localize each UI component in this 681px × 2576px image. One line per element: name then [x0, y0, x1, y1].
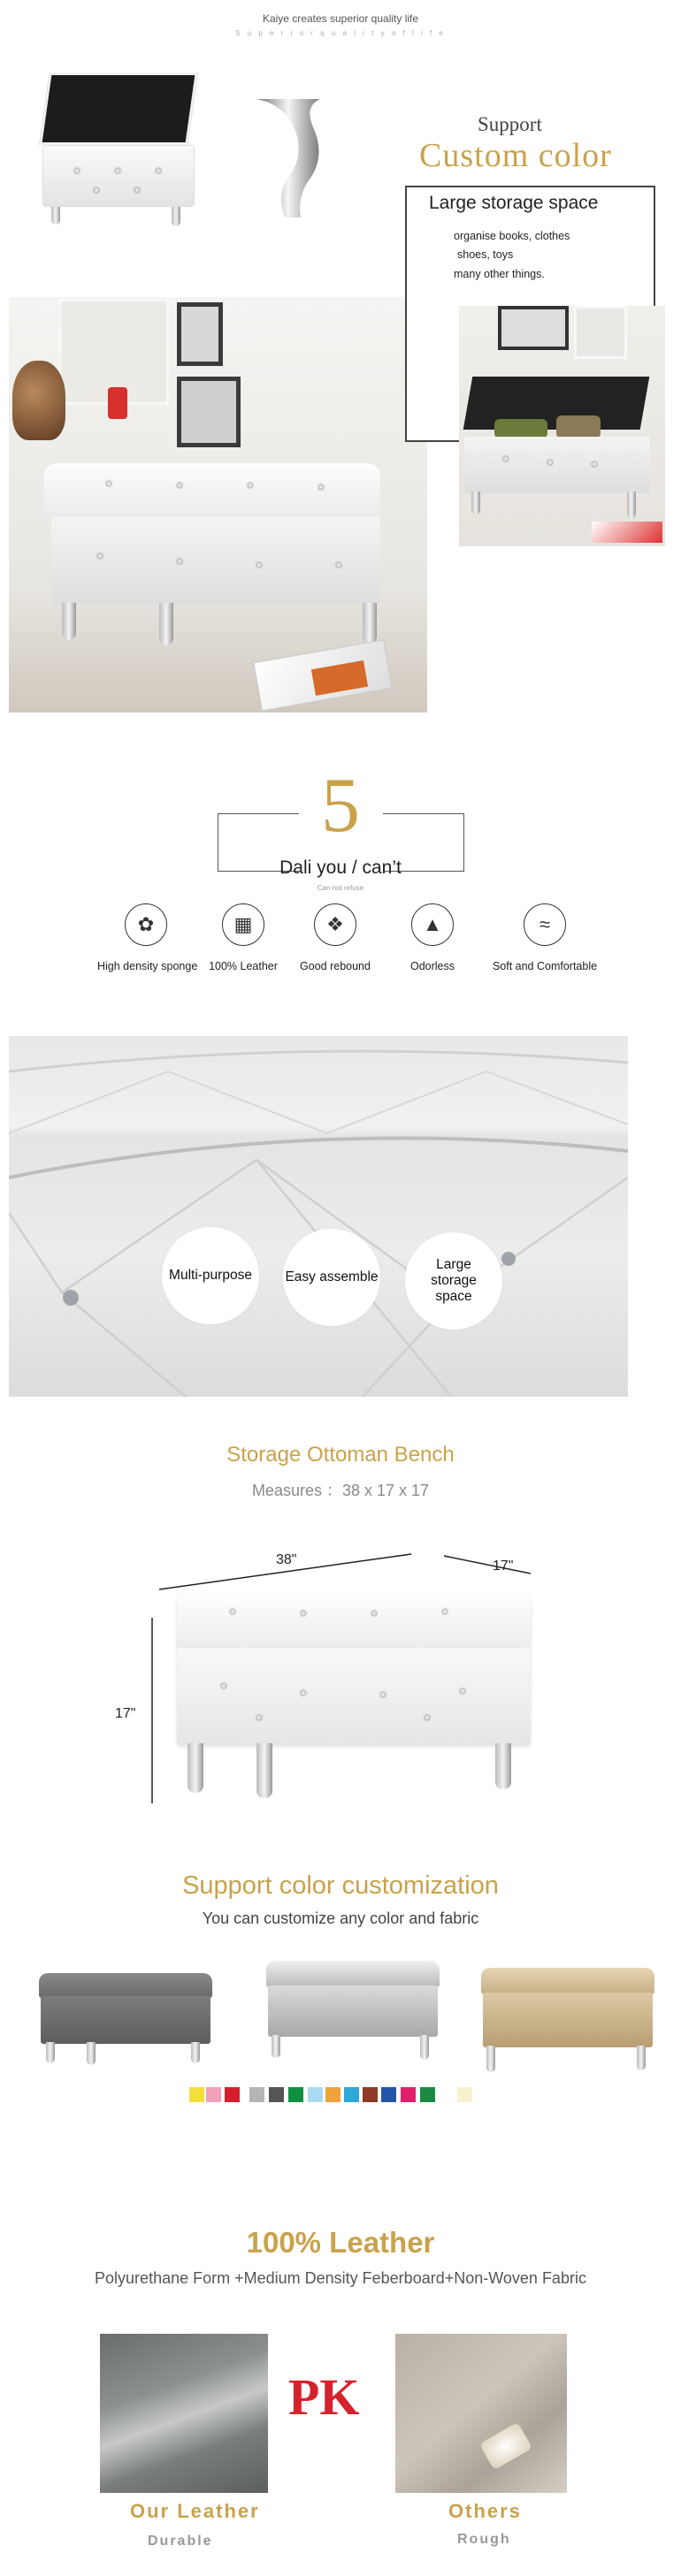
feature-high-density-sponge — [97, 903, 198, 972]
dali-title: Dali you / can’t — [279, 857, 402, 878]
living-room-photo — [9, 297, 427, 713]
storage-box-title: Large storage space — [429, 193, 599, 213]
storage-line-3: many other things. — [454, 268, 545, 280]
feature-label: Good rebound — [300, 960, 371, 972]
feature-good-rebound — [287, 903, 384, 972]
ottoman-measures: Measures ：38 x 17 x 17 — [251, 1482, 430, 1499]
color-swatch[interactable] — [249, 2087, 264, 2102]
color-swatch[interactable] — [363, 2087, 378, 2102]
our-leather-sub: Durable — [148, 2534, 213, 2549]
color-swatch[interactable] — [344, 2087, 359, 2102]
storage-line-2: shoes, toys — [457, 248, 514, 261]
color-swatch[interactable] — [269, 2087, 284, 2102]
feature-circle-large-storage: Large storage space — [405, 1232, 502, 1330]
dim-width: 38" — [276, 1552, 297, 1567]
color-swatch[interactable] — [325, 2087, 340, 2102]
color-custom-title: Support color customization — [182, 1871, 499, 1900]
big-number: 5 — [321, 763, 360, 849]
pk-versus: PK — [288, 2368, 360, 2426]
chrome-leg-photo — [249, 95, 329, 228]
our-leather-label: Our Leather — [130, 2500, 260, 2522]
color-swatch[interactable] — [381, 2087, 396, 2102]
ottoman-title: Storage Ottoman Bench — [226, 1443, 455, 1467]
others-sub: Rough — [457, 2532, 511, 2547]
dim-depth: 17" — [493, 1559, 514, 1574]
feature-label: High density sponge — [97, 960, 198, 972]
our-leather-photo — [100, 2334, 268, 2493]
color-swatch[interactable] — [225, 2087, 240, 2102]
feature-circle-easy-assemble: Easy assemble — [283, 1229, 380, 1326]
feature-label: Odorless — [409, 960, 455, 972]
tufted-closeup-photo — [9, 1036, 628, 1397]
ottoman-bench-photo — [168, 1591, 539, 1812]
feature-odorless — [384, 903, 481, 972]
feature-leather — [195, 903, 292, 972]
open-storage-photo — [459, 306, 665, 546]
leather-icon: ▦ — [222, 903, 264, 946]
custom-color-heading: Custom color — [419, 137, 612, 174]
rebound-icon: ❖ — [314, 903, 356, 946]
color-custom-subtitle: You can customize any color and fabric — [202, 1909, 479, 1927]
color-swatch[interactable] — [308, 2087, 323, 2102]
open-bench-photo — [39, 72, 198, 249]
color-swatch[interactable] — [189, 2087, 204, 2102]
feature-label: 100% Leather — [209, 960, 278, 972]
brand-tagline: Kaiye creates superior quality life — [262, 12, 419, 25]
color-swatch[interactable] — [288, 2087, 303, 2102]
support-heading: Support — [478, 113, 542, 135]
color-swatch[interactable] — [457, 2087, 472, 2102]
color-swatch[interactable] — [401, 2087, 416, 2102]
odorless-icon: ▲ — [411, 903, 454, 946]
color-swatch[interactable] — [420, 2087, 435, 2102]
feature-circle-multi-purpose: Multi-purpose — [162, 1227, 259, 1324]
brand-subtagline: S u p e r i o r q u a l i t y o f l i f e — [235, 29, 446, 37]
leather-subtitle: Polyurethane Form +Medium Density Feberboard+Non-Woven Fabric — [95, 2269, 586, 2287]
feature-soft-comfortable — [492, 903, 598, 972]
others-label: Others — [448, 2500, 522, 2522]
dali-subtitle: Can not refuse — [317, 884, 364, 892]
dim-height: 17" — [115, 1706, 136, 1721]
storage-line-1: organise books, clothes — [454, 230, 570, 242]
champagne-bench-photo — [476, 1964, 662, 2077]
sponge-icon: ✿ — [125, 903, 167, 946]
silver-bench-photo — [261, 1957, 447, 2063]
wave-icon: ≈ — [524, 903, 566, 946]
gray-bench-photo — [34, 1968, 219, 2070]
feature-label: Soft and Comfortable — [492, 960, 598, 972]
color-swatch[interactable] — [206, 2087, 221, 2102]
other-leather-photo — [395, 2334, 567, 2493]
leather-title: 100% Leather — [246, 2226, 435, 2259]
